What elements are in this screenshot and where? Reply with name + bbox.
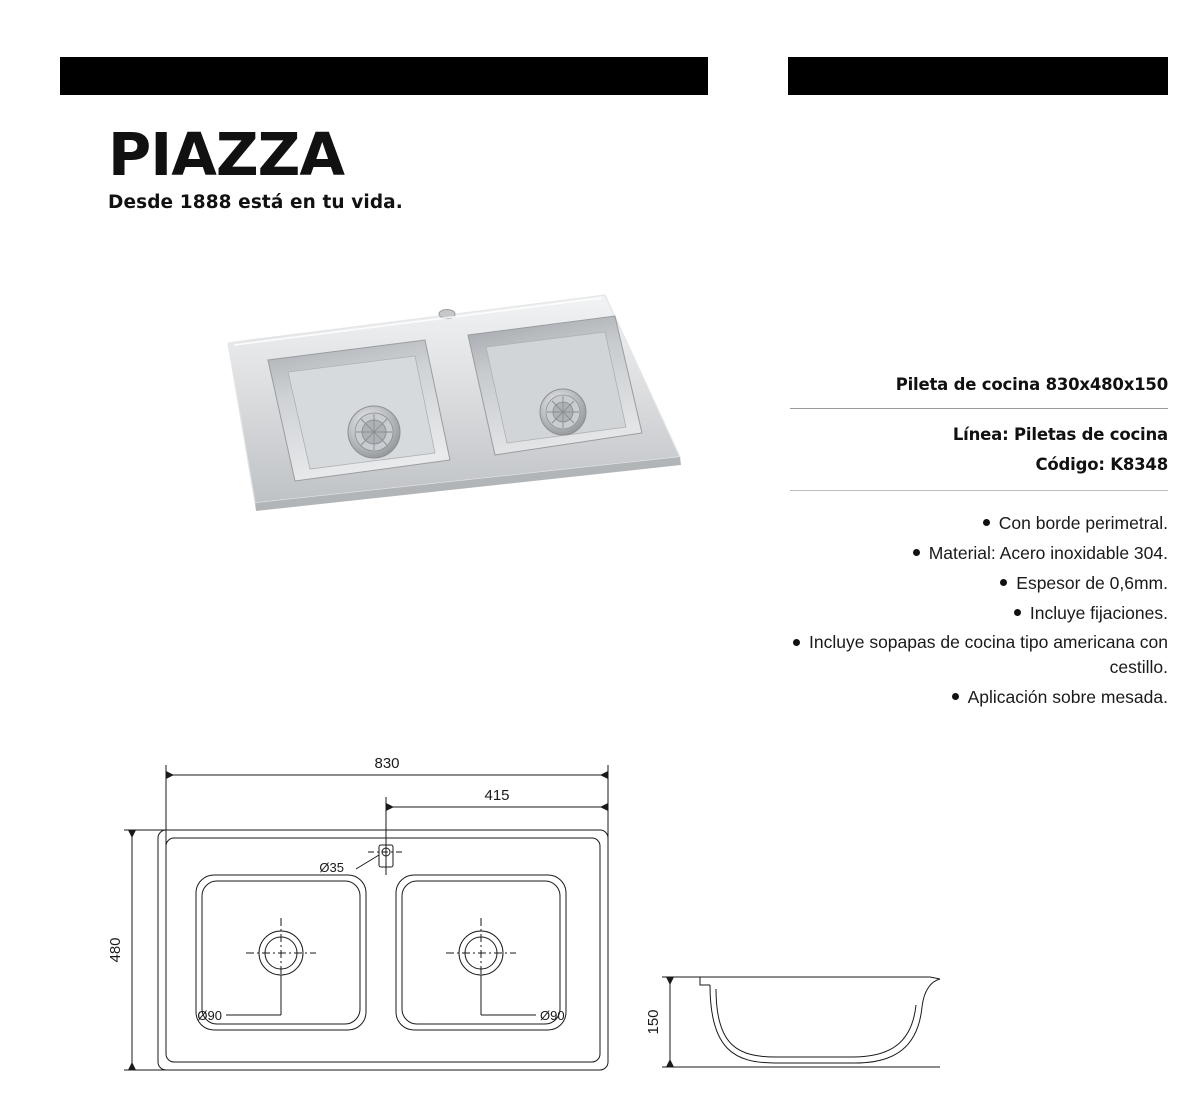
bullet-icon xyxy=(913,549,920,556)
dim-depth-label: 150 xyxy=(645,1009,662,1035)
dim-height-label: 480 xyxy=(107,937,124,963)
technical-drawing-side xyxy=(640,955,1160,1090)
product-code: Código: K8348 xyxy=(1035,455,1168,474)
dim-width-label: 830 xyxy=(374,755,400,772)
dim-half-label: 415 xyxy=(484,787,510,804)
dim-drain-right-label: Ø90 xyxy=(540,1008,565,1023)
feature-list xyxy=(790,511,1168,710)
list-item: Incluye sopapas de cocina tipo americana con cestillo. xyxy=(790,630,1168,680)
product-line: Línea: Piletas de cocina xyxy=(952,425,1168,444)
technical-drawing-plan xyxy=(96,735,636,1085)
list-item: Incluye fijaciones. xyxy=(790,601,1168,626)
product-photo xyxy=(150,275,690,525)
bullet-icon xyxy=(952,693,959,700)
header-bar-right xyxy=(788,57,1168,95)
divider-1 xyxy=(790,408,1168,409)
product-info xyxy=(790,375,1168,715)
divider-2 xyxy=(790,490,1168,491)
product-title: Pileta de cocina 830x480x150 xyxy=(895,375,1168,394)
dim-drain-left-label: Ø90 xyxy=(197,1008,222,1023)
bullet-icon xyxy=(793,639,800,646)
bullet-icon xyxy=(1000,579,1007,586)
list-item: Material: Acero inoxidable 304. xyxy=(790,541,1168,566)
brand-block xyxy=(108,120,668,213)
bullet-icon xyxy=(1014,609,1021,616)
brand-tagline: Desde 1888 está en tu vida. xyxy=(108,192,403,213)
dim-faucet-hole-label: Ø35 xyxy=(319,860,344,875)
list-item: Espesor de 0,6mm. xyxy=(790,571,1168,596)
brand-name: PIAZZA xyxy=(108,120,345,189)
list-item: Aplicación sobre mesada. xyxy=(790,685,1168,710)
bullet-icon xyxy=(983,519,990,526)
header-bar-left xyxy=(60,57,708,95)
list-item: Con borde perimetral. xyxy=(790,511,1168,536)
